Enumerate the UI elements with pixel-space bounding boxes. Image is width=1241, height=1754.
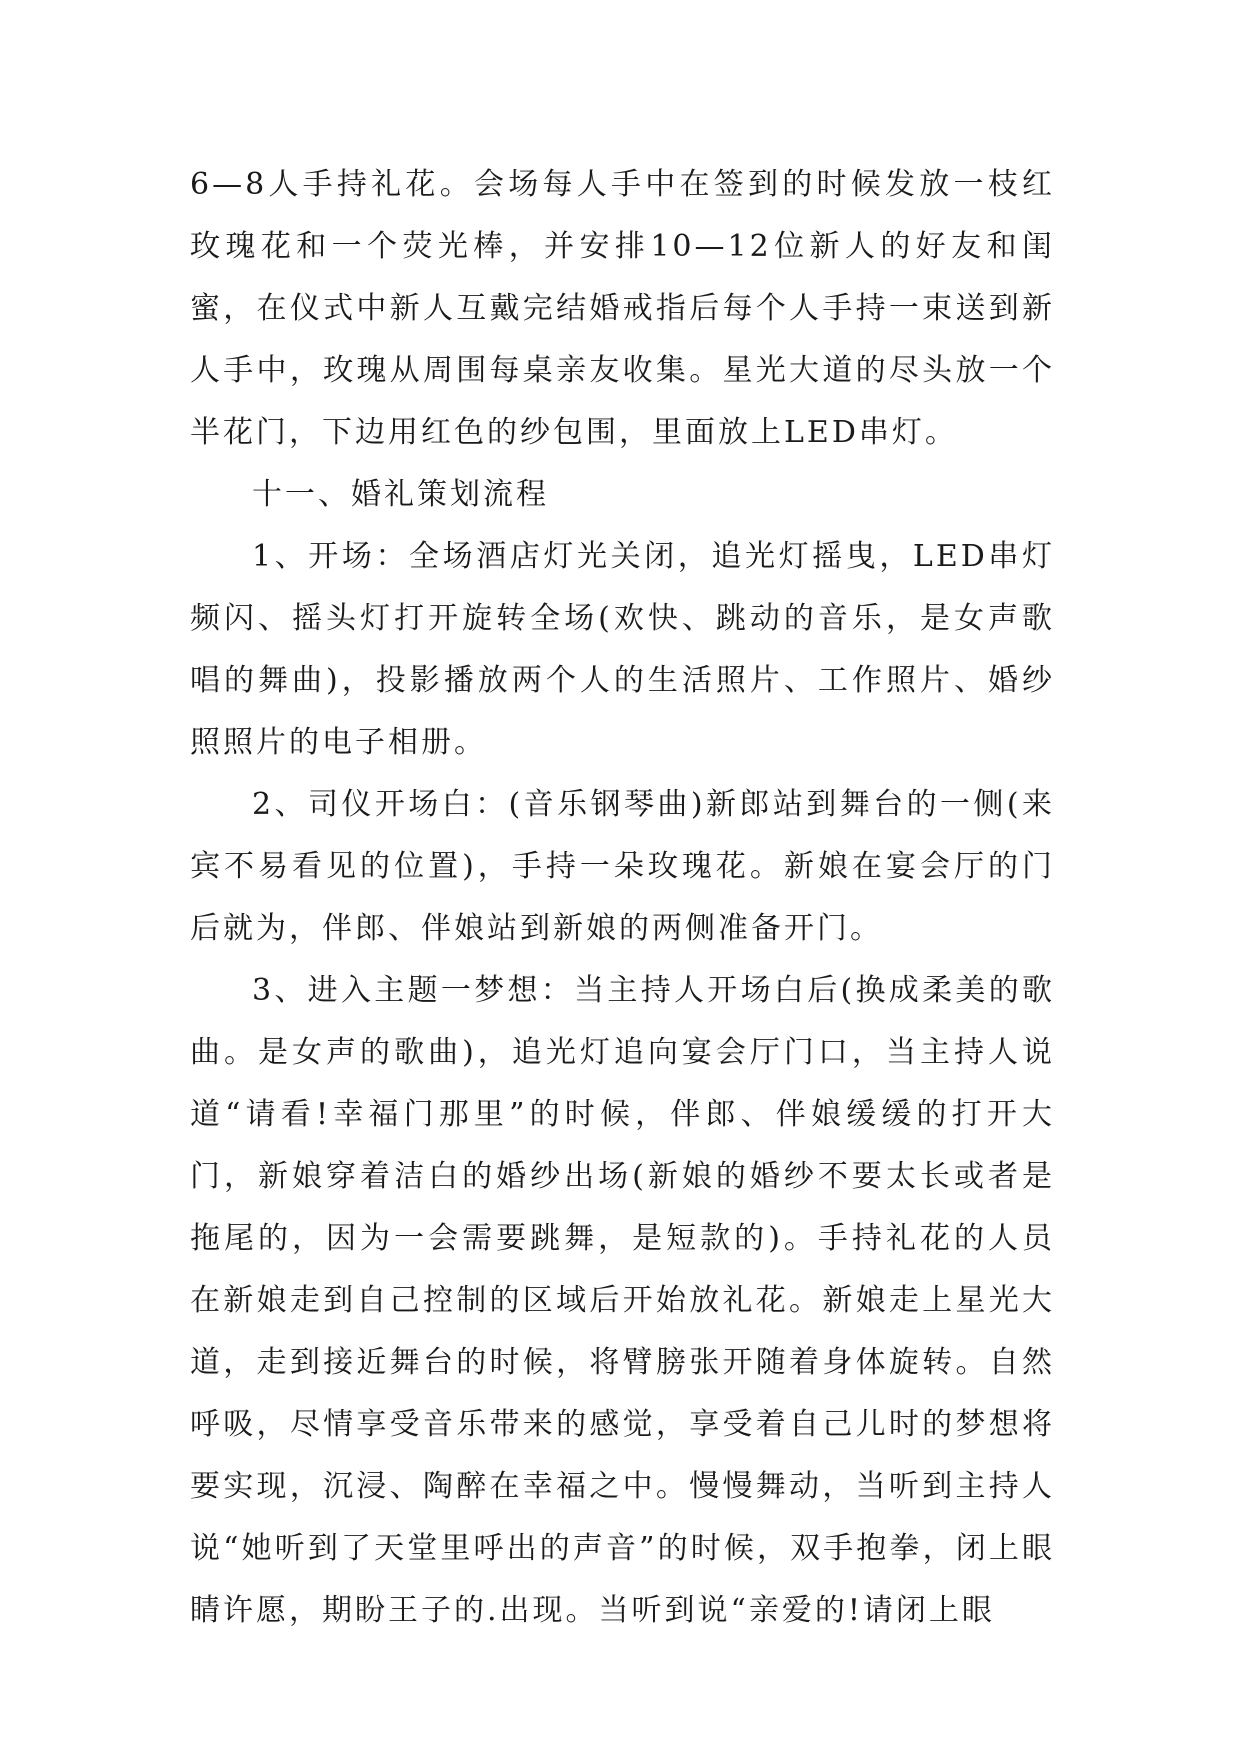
document-page — [190, 154, 1055, 1642]
section-heading-wedding-process: 十一、婚礼策划流程 — [252, 477, 549, 512]
paragraph-theme-dream: 3、进入主题一梦想：当主持人开场白后(换成柔美的歌曲。是女声的歌曲)，追光灯追向宴会厅门口，当主持人说道“请看!幸福门那里”的时候，伴郎、伴娘缓缓的打开大门，新娘穿着洁白的婚纱出场(新娘的婚纱不要太长或者是拖尾的，因为一会需要跳舞，是短款的)。手持礼花的人员在新娘走到自己控制的区域后开始放礼花。新娘走上星光大道，走到接近舞台的时候，将臂膀张开随着身体旋转。自然呼吸，尽情享受音乐带来的感觉，享受着自己儿时的梦想将要实现，沉浸、陶醉在幸福之中。慢慢舞动，当听到主持人说“她听到了天堂里呼出的声音”的时候，双手抱拳，闭上眼睛许愿，期盼王子的.出现。当听到说“亲爱的!请闭上眼 — [190, 973, 1055, 1628]
paragraph-opening: 1、开场：全场酒店灯光关闭，追光灯摇曳，LED串灯频闪、摇头灯打开旋转全场(欢快、跳动的音乐，是女声歌唱的舞曲)，投影播放两个人的生活照片、工作照片、婚纱照照片的电子相册。 — [190, 539, 1055, 760]
paragraph-decoration-continued: 6—8人手持礼花。会场每人手中在签到的时候发放一枝红玫瑰花和一个荧光棒，并安排10—12位新人的好友和闺蜜，在仪式中新人互戴完结婚戒指后每个人手持一束送到新人手中，玫瑰从周围每桌亲友收集。星光大道的尽头放一个半花门，下边用红色的纱包围，里面放上LED串灯。 — [190, 167, 1055, 450]
paragraph-host-opening-speech: 2、司仪开场白：(音乐钢琴曲)新郎站到舞台的一侧(来宾不易看见的位置)，手持一朵玫瑰花。新娘在宴会厅的门后就为，伴郎、伴娘站到新娘的两侧准备开门。 — [190, 787, 1055, 946]
